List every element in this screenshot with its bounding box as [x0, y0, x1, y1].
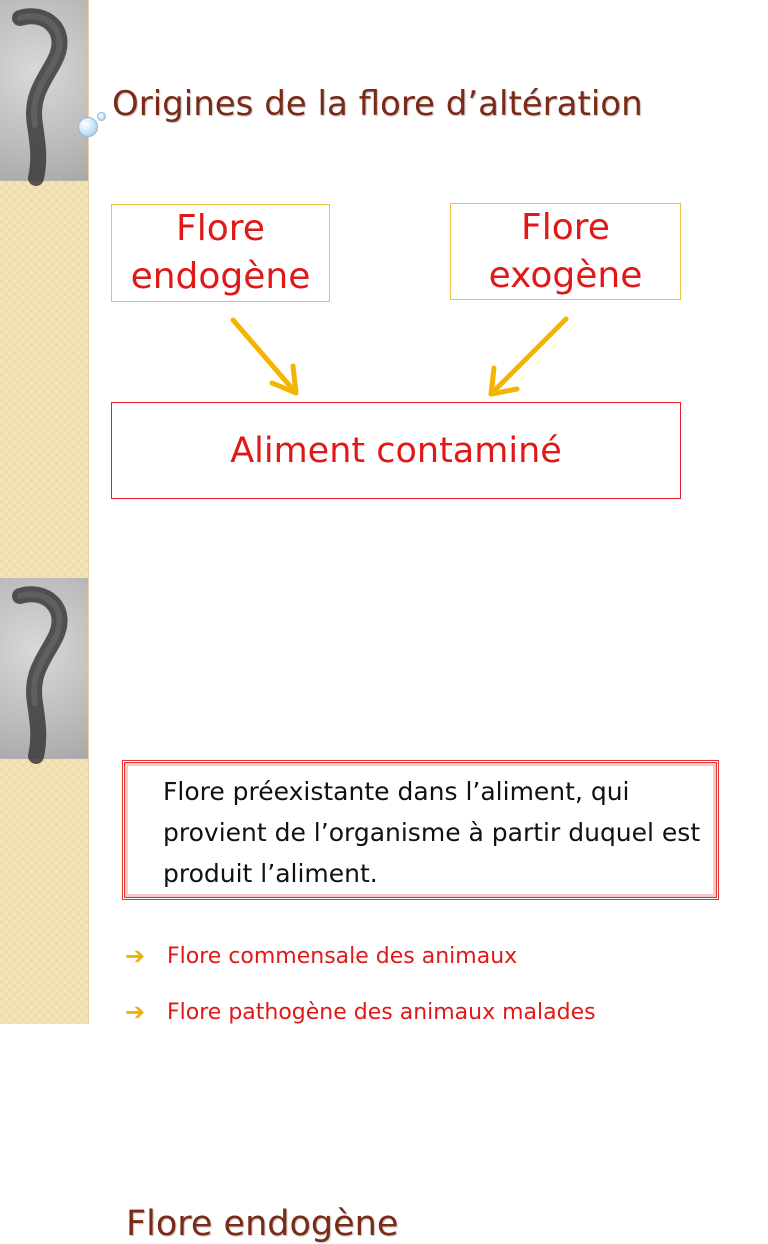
contaminated-food-box	[111, 402, 681, 499]
arrow-left-icon	[233, 320, 296, 393]
slide-origins	[0, 0, 768, 578]
bullet-text: Flore commensale des animaux	[167, 943, 518, 969]
bullet-item	[125, 998, 596, 1026]
bullet-text: Flore pathogène des animaux malades	[167, 999, 596, 1025]
slide-title: Flore endogène	[126, 1204, 399, 1244]
box-line: Flore	[176, 208, 265, 249]
right-arrow-icon: ➔	[125, 942, 146, 970]
result-label: Aliment contaminé	[230, 430, 562, 471]
definition-box	[122, 760, 719, 900]
slide-endogenous	[0, 578, 768, 1244]
box-line: endogène	[130, 256, 311, 297]
box-line: exogène	[488, 254, 643, 296]
bacteria-photo	[0, 578, 88, 759]
slide-title: Origines de la flore d’altération	[112, 84, 643, 124]
arrow-right-icon	[491, 319, 566, 394]
bullet-item	[125, 942, 517, 970]
definition-text: Flore préexistante dans l’aliment, qui provient de l’organisme à partir duquel est produit l’aliment.	[163, 777, 701, 888]
box-line: Flore	[521, 206, 610, 248]
right-arrow-icon: ➔	[125, 998, 146, 1026]
